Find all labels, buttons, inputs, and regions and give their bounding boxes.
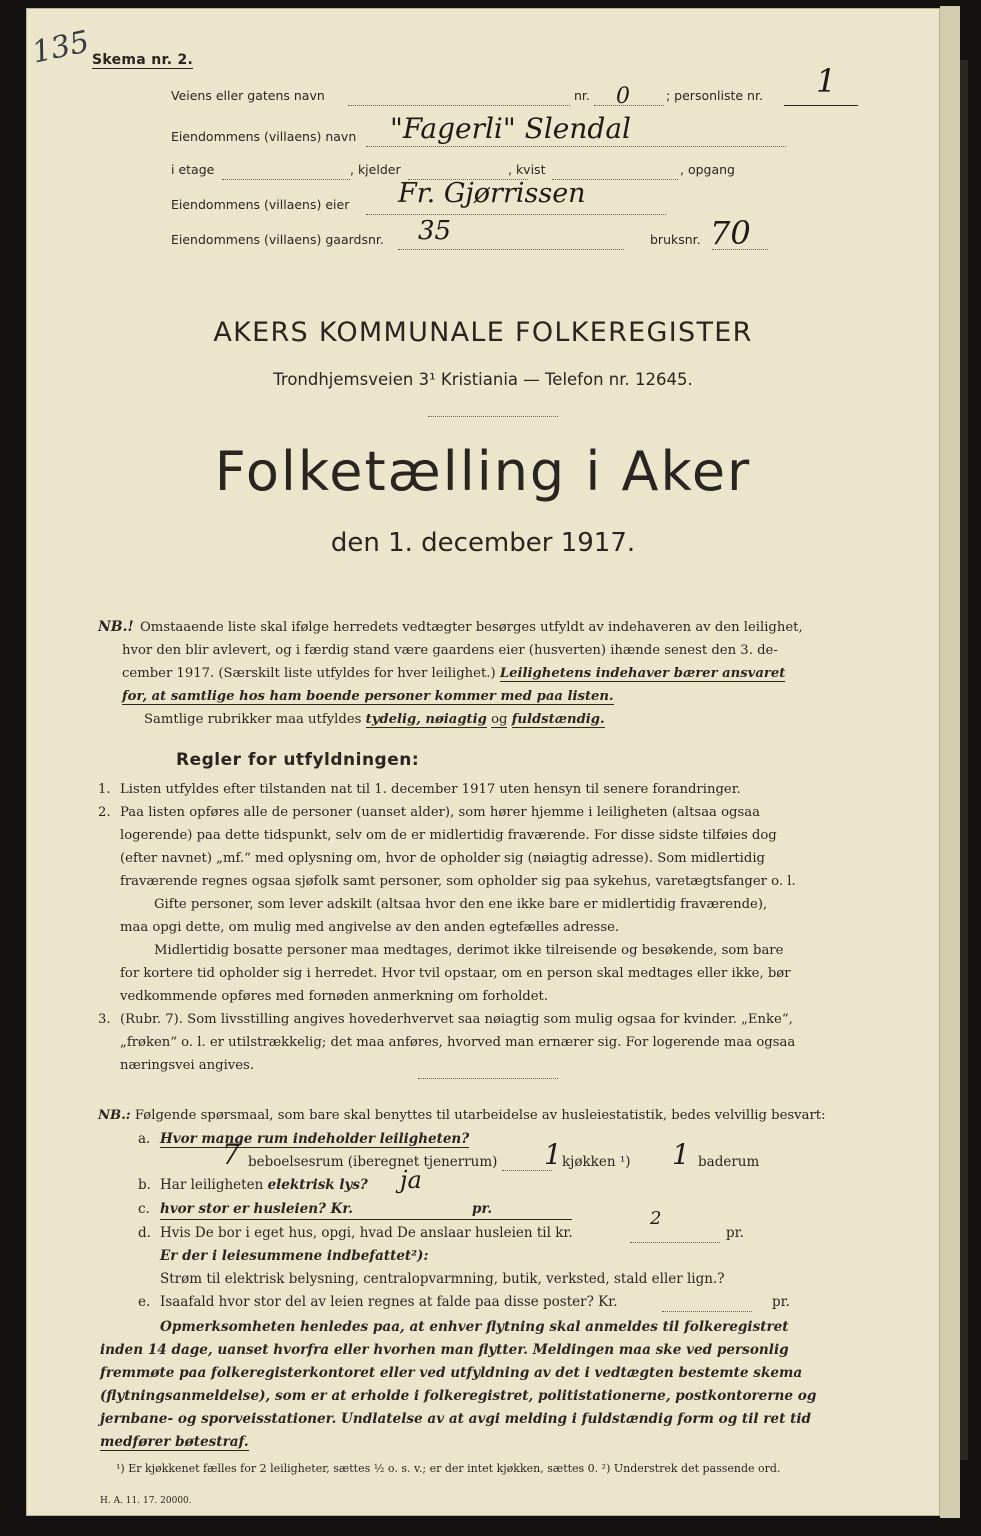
nb-line-3: cember 1917. (Særskilt liste utfyldes for hver leilighet.) Leilighetens indehaver bærer ansvaret [122, 666, 786, 681]
usage-number-value: 70 [710, 214, 751, 252]
question-d-field-line[interactable] [630, 1242, 720, 1243]
question-d-text: Hvis De bor i eget hus, opgi, hvad De anslaar husleien til kr. [160, 1225, 573, 1241]
rule-line: 3. (Rubr. 7). Som livsstilling angives hovederhvervet saa nøiagtig som mulig ogsaa for kvinder. „Enke“, [98, 1012, 793, 1027]
question-e-text: Isaafald hvor stor del av leien regnes at falde paa disse poster? Kr. [160, 1294, 618, 1310]
office-address: Trondhjemsveien 3¹ Kristiania — Telefon nr. 12645. [273, 370, 693, 389]
margin-pencil-note: 135 [28, 24, 93, 71]
question-a-rooms-label: beboelsesrum (iberegnet tjenerrum) [248, 1154, 498, 1170]
question-e-label: e. [138, 1294, 151, 1310]
rules-list [98, 778, 888, 1077]
question-e-pr: pr. [772, 1294, 790, 1310]
question-a-kitchen-value: 1 [544, 1138, 562, 1171]
rule-line: maa opgi dette, om mulig med angivelse av den anden egtefælles adresse. [120, 920, 620, 935]
divider [428, 416, 558, 417]
property-name-label: Eiendommens (villaens) navn [171, 129, 357, 144]
question-a-rooms-value: 7 [222, 1138, 240, 1171]
property-name-value: "Fagerli" Slendal [390, 112, 631, 145]
notice-line: jernbane- og sporveisstationer. Undlatelse av at avgi melding i fuldstændig form og til ret tid [100, 1411, 812, 1427]
rule-line: „frøken“ o. l. er utilstrækkelig; det maa anføres, hvorved man ernærer sig. For logerende maa ogsaa [120, 1035, 796, 1050]
nb-emphasis-1: Leilighetens indehaver bærer ansvaret [499, 666, 786, 681]
attic-label: , kvist [508, 162, 546, 177]
question-a-kitchen-label: kjøkken ¹) [562, 1154, 631, 1170]
nb-label: NB.! [98, 619, 134, 635]
notice-line: Opmerksomheten henledes paa, at enhver flytning skal anmeldes til folkeregistret [160, 1319, 789, 1335]
rule-line: fraværende regnes ogsaa sjøfolk samt personer, som opholder sig paa sykehus, varetægtsfanger o. l. [120, 874, 796, 889]
question-d-value: 2 [650, 1208, 662, 1229]
person-list-value: 1 [816, 62, 837, 100]
house-number-label: nr. [574, 88, 590, 103]
farm-number-label: Eiendommens (villaens) gaardsnr. [171, 232, 384, 247]
question-b-label: b. [138, 1177, 151, 1193]
rules-heading: Regler for utfyldningen: [176, 750, 420, 770]
notice-line: (flytningsanmeldelse), som er at erholde i folkeregistret, politistationerne, postkontorerne og [100, 1388, 817, 1404]
usage-number-label: bruksnr. [650, 232, 701, 247]
rent-questions [98, 1104, 898, 1127]
schema-label: Skema nr. 2. [92, 52, 194, 68]
print-code: H. A. 11. 17. 20000. [100, 1496, 192, 1506]
farm-number-field-line[interactable] [398, 249, 624, 250]
street-label: Veiens eller gatens navn [171, 88, 325, 103]
form-title: Folketælling i Aker [214, 440, 752, 503]
floor-label: i etage [171, 162, 215, 177]
question-a-bath-label: baderum [698, 1154, 760, 1170]
notice-line: inden 14 dage, uanset hvorfra eller hvorhen man flytter. Meldingen maa ske ved personlig [100, 1342, 789, 1358]
floor-field-line[interactable] [222, 179, 350, 180]
house-number-value: 0 [616, 84, 630, 109]
nb-line-2: hvor den blir avlevert, og i færdig stand være gaardens eier (husverten) ihænde senest den 3. de- [122, 643, 778, 658]
page-edge [940, 6, 960, 1518]
rule-line: logerende) paa dette tidspunkt, selv om de er midlertidig fraværende. For disse sidste tilføies dog [120, 828, 777, 843]
nb-line-4 [122, 685, 876, 708]
owner-value: Fr. Gjørrissen [398, 178, 586, 209]
property-name-field-line[interactable] [366, 146, 786, 147]
question-a-text: Hvor mange rum indeholder leiligheten? [160, 1131, 470, 1147]
rent-intro: NB.: Følgende spørsmaal, som bare skal benyttes til utarbeidelse av husleiestatistik, bedes velvillig besvart: [98, 1108, 826, 1123]
street-field-line[interactable] [348, 105, 570, 106]
question-a-label: a. [138, 1131, 151, 1147]
nb-emphasis-2: for, at samtlige hos ham boende personer kommer med paa listen. [122, 689, 614, 704]
rule-line: 1. Listen utfyldes efter tilstanden nat til 1. december 1917 uten hensyn til senere forandringer. [98, 782, 741, 797]
nb-paragraph [122, 616, 876, 731]
moving-notice [100, 1316, 894, 1454]
question-d-sub1: Er der i leiesummene indbefattet²): [160, 1248, 429, 1264]
question-a-bath-value: 1 [672, 1138, 690, 1171]
question-c-label: c. [138, 1201, 150, 1217]
question-b-text: Har leiligheten elektrisk lys? [160, 1177, 368, 1193]
census-form-page [26, 8, 940, 1516]
owner-label: Eiendommens (villaens) eier [171, 197, 350, 212]
rule-line: næringsvei angives. [120, 1058, 255, 1073]
question-c-pr: pr. [472, 1201, 493, 1217]
person-list-field-line[interactable] [784, 105, 858, 106]
binding-shadow [960, 60, 968, 1460]
question-b-value: ja [400, 1166, 422, 1194]
question-c-underline[interactable] [160, 1219, 572, 1220]
question-d-sub2: Strøm til elektrisk belysning, centralopvarmning, butik, verksted, stald eller lign.? [160, 1271, 725, 1287]
question-e-field-line[interactable] [662, 1311, 752, 1312]
farm-number-value: 35 [418, 216, 452, 246]
footnotes: ¹) Er kjøkkenet fælles for 2 leiligheter, sættes ½ o. s. v.; er der intet kjøkken, sættes 0. ²) Understrek det passende ord. [116, 1462, 781, 1475]
person-list-label: ; personliste nr. [666, 88, 763, 103]
owner-field-line[interactable] [366, 214, 666, 215]
rule-line: for kortere tid opholder sig i herredet. Hvor tvil opstaar, om en person skal medtages eller ikke, bør [120, 966, 791, 981]
rule-line: Midlertidig bosatte personer maa medtages, derimot ikke tilreisende og besøkende, som bare [154, 943, 784, 958]
office-name: AKERS KOMMUNALE FOLKEREGISTER [213, 317, 753, 348]
form-date: den 1. december 1917. [330, 528, 636, 558]
question-d-label: d. [138, 1225, 151, 1241]
rule-line: (efter navnet) „mf.“ med oplysning om, hvor de opholder sig (nøiagtig adresse). Som midlertidig [120, 851, 765, 866]
divider [418, 1078, 558, 1079]
question-c-text: hvor stor er husleien? Kr. [160, 1201, 353, 1217]
cellar-label: , kjelder [350, 162, 401, 177]
question-d-pr: pr. [726, 1225, 744, 1241]
entrance-label: , opgang [680, 162, 735, 177]
notice-line: fremmøte paa folkeregisterkontoret eller ved utfyldning av det i vedtægten bestemte skema [100, 1365, 803, 1381]
rule-line: Gifte personer, som lever adskilt (altsaa hvor den ene ikke bare er midlertidig fraværende), [154, 897, 768, 912]
nb-line-5: Samtlige rubrikker maa utfyldes tydelig, nøiagtig og fuldstændig. [144, 712, 605, 727]
nb-line-1: Omstaaende liste skal ifølge herredets vedtægter besørges utfyldt av indehaveren av den leilighet, [140, 620, 803, 635]
rule-line: vedkommende opføres med fornøden anmerkning om forholdet. [120, 989, 549, 1004]
notice-line: medfører bøtestraf. [100, 1434, 249, 1450]
rule-line: 2. Paa listen opføres alle de personer (uanset alder), som hører hjemme i leiligheten (altsaa ogsaa [98, 805, 760, 820]
